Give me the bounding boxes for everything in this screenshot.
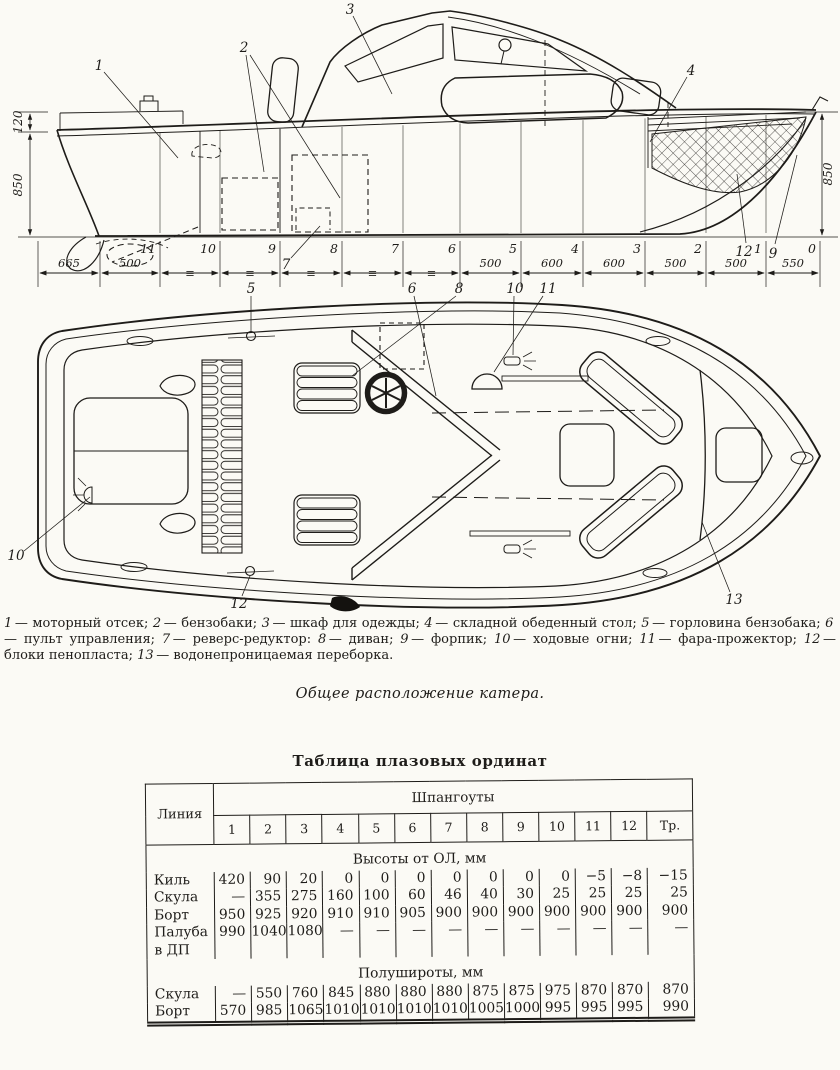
callout-12a: 12 [735,244,753,260]
section-title: Полушироты, мм [357,964,484,982]
plan-view [38,303,820,614]
roof-inner [448,17,640,94]
frame-number-cell: 3 [286,815,322,844]
frame-number-cell: 11 [575,812,611,841]
value-cell: 20 [287,871,323,889]
dimension-label: 600 [541,256,563,270]
dimension-label: ≡ [367,266,378,280]
value-cell: 275 [287,889,323,907]
legend-item-number: 1 [4,616,13,631]
row-label: Киль [153,872,191,889]
callout-10b: 10 [506,281,524,297]
station-number: 4 [571,241,579,256]
ink-blot [326,596,360,614]
deck-edge-line [64,324,772,587]
legend-item-number: 9 [400,632,409,648]
station-number: 9 [268,241,276,256]
value-cell: 0 [503,869,539,887]
row-label: Борт [154,1003,191,1021]
figure-legend: 1 — моторный отсек; 2 — бензобаки; 3 — шкаф для одежды; 4 — складной обеденный стол; 5 — горловина бензобака; 6 — пульт управления; 7 — реверс-редуктор: 8 — диван; 9 — форпик; 10 — ходовые огни; 11 — фара-прожектор; 12 — блоки пенопласта; 13 — водонепроницаемая переборка. [4,616,836,664]
fore-berth-frames [575,347,687,563]
table-wrapper [145,779,695,1027]
value-cell: −8 [611,868,647,886]
callout-13: 13 [725,592,743,608]
value-cell: 1065 [288,1003,324,1023]
dimension-label: ≡ [245,266,255,280]
callout-2: 2 [239,40,249,56]
station-number: 3 [633,241,641,256]
station-number: 8 [330,241,338,256]
row-label: Борт [154,907,190,924]
value-cell: 900 [648,902,694,920]
dimension-chain [38,241,820,287]
dimension-label: 500 [119,256,141,270]
bow-cleat [791,452,813,464]
station-number: 11 [140,241,156,256]
roof-light [499,39,511,51]
station-number: 5 [509,241,517,256]
watertight-bulkhead [700,370,705,540]
vent-teardrop-top [160,375,195,395]
table-row [147,920,694,960]
value-cell: 46 [431,887,467,905]
value-cell: 995 [613,999,649,1019]
station-number: 7 [391,241,399,256]
grab-rail [470,531,570,536]
legend-item-number: 2 [152,616,162,631]
deck-cleat [646,337,670,346]
callout-6: 6 [407,281,417,297]
legend-item-number: 7 [161,632,171,648]
vent-teardrop-bottom [160,513,195,533]
dim-850-left: 850 [11,173,25,197]
value-cell: 985 [252,1003,288,1023]
frame-number-cell: 8 [467,813,503,842]
dim-850-right: 850 [821,162,835,186]
table-row [147,999,694,1024]
foredeck-hatch [716,428,762,482]
value-cell: — [504,921,540,956]
frame-number-cell: 2 [250,815,286,844]
sofa-top [294,363,360,413]
value-cell: 910 [323,906,359,924]
callout-10a: 10 [7,548,25,564]
value-cell: — [431,922,467,957]
transom [57,130,99,236]
deck-cleat [643,569,667,578]
reverse-gear-dashed [296,208,330,230]
frame-number-cell: 4 [322,814,358,843]
value-cell: 900 [503,904,539,922]
value-cell: 870 [649,982,695,1000]
station-number: 0 [808,241,816,256]
line-column-header: Линия [145,784,214,846]
bow-flagstaff [812,97,828,110]
hull-outline-inner [46,311,806,599]
legend-item-number: 6 [825,616,834,631]
value-cell: 0 [359,871,395,889]
callout-1: 1 [94,58,104,74]
value-cell: — [215,986,251,1004]
value-cell: 900 [467,904,503,922]
dimension-label: ≡ [426,266,437,280]
value-cell: 355 [251,889,287,907]
frame-number-cell: 1 [214,815,250,844]
value-cell: — [612,920,648,955]
value-cell: 1010 [396,1001,432,1021]
value-cell: 1010 [360,1002,396,1022]
value-cell: 1010 [432,1001,468,1021]
frame-number-cell: 6 [394,814,430,843]
value-cell: 60 [395,888,431,906]
callout-12b: 12 [230,596,248,612]
dimension-label: 500 [664,256,687,270]
dimension-label: ≡ [185,266,195,280]
legend-item-number: 10 [494,632,511,648]
sheer-line [57,109,816,130]
value-cell: 870 [576,982,612,1000]
station-number: 10 [200,241,216,256]
row-label: Скула [154,986,200,1003]
value-cell: 420 [214,872,250,890]
fuel-tank-dashed [222,178,278,230]
frame-number-cell: 7 [430,813,466,842]
value-cell: 570 [216,1003,252,1023]
value-cell: 900 [576,903,612,921]
value-cell: 30 [503,887,539,905]
value-cell: 25 [539,886,575,904]
cabin-front-pane [452,27,586,71]
dim-120: 120 [11,110,25,134]
value-cell: 880 [396,984,432,1002]
value-cell: 995 [541,1000,577,1020]
value-cell: 100 [359,888,395,906]
value-cell: −5 [575,868,611,886]
value-cell: 0 [467,870,503,888]
control-console-dashed [380,323,424,369]
stern-cleat [140,96,158,111]
foam-blocks-hatched [652,117,806,193]
value-cell: 900 [612,903,648,921]
value-cell: 990 [215,924,251,959]
frame-number-cell: 5 [358,814,394,843]
windshield-plan [352,330,500,580]
dimension-label: 550 [782,256,804,270]
dimension-label: 500 [479,256,502,270]
hull-outline-outer [38,303,820,608]
dimension-label: 500 [725,256,747,270]
side-view [18,11,838,271]
value-cell: 1080 [287,923,323,958]
value-cell: 990 [649,999,695,1019]
value-cell: 900 [540,904,576,922]
legend-item-number: 5 [641,616,650,631]
value-cell: 1040 [251,924,287,959]
value-cell: — [648,920,694,955]
dimension-label: 665 [58,256,80,270]
callout-7: 7 [281,257,291,273]
nav-light-fore-top [504,352,536,370]
dimension-label: ≡ [306,266,316,280]
value-cell: 0 [431,870,467,888]
dimension-label: 600 [603,256,625,270]
callout-8: 8 [454,281,464,297]
legend-item-number: 12 [803,632,821,648]
value-cell: — [359,923,395,958]
ordinates-table [145,779,695,1027]
cabin-outline [302,11,676,127]
legend-item-number: 3 [261,616,270,631]
searchlight [472,374,588,389]
value-cell: — [214,889,250,907]
value-cell: 0 [323,871,359,889]
station-number: 6 [448,241,456,256]
value-cell: 920 [287,906,323,924]
frame-number-cell: 12 [611,812,647,841]
value-cell: — [468,922,504,957]
table-title: Таблица плазовых ординат [292,752,548,771]
station-number: 2 [694,241,702,256]
value-cell: — [395,922,431,957]
value-cell: 25 [612,886,648,904]
section-title: Высоты от ОЛ, мм [352,850,487,868]
legend-item-number: 4 [424,616,433,631]
value-cell: 875 [504,983,540,1001]
frame-number-cell: 10 [539,812,575,841]
value-cell: — [323,923,359,958]
value-cell: 25 [576,886,612,904]
value-cell: 880 [432,984,468,1002]
value-cell: 25 [648,885,694,903]
legend-item-number: 13 [137,648,154,664]
station-number: 1 [754,241,762,256]
legend-item-number: 8 [317,632,327,648]
windshield-pane [345,24,443,82]
value-cell: 845 [324,985,360,1003]
legend-item-number: 11 [639,632,656,648]
value-cell: −15 [648,868,694,886]
callout-9: 9 [768,246,778,262]
callout-3: 3 [345,2,355,18]
value-cell: 950 [215,907,251,925]
vent-dashed [192,144,221,158]
value-cell: — [576,921,612,956]
value-cell: 1010 [324,1002,360,1022]
nav-light-fore-bottom [504,540,536,558]
value-cell: 910 [359,905,395,923]
sofa-bottom [294,495,360,545]
value-cell: 760 [288,985,324,1003]
value-cell: — [540,921,576,956]
value-cell: 90 [250,872,286,890]
value-cell: 1005 [468,1001,504,1021]
value-cell: 1000 [504,1000,540,1020]
slatted-cover [202,360,242,553]
value-cell: 0 [539,869,575,887]
frame-number-cell: Тр. [647,811,693,840]
folding-table-plan [560,424,614,486]
figure-caption: Общее расположение катера. [295,686,545,703]
frame-number-cell: 9 [503,813,539,842]
value-cell: 870 [613,982,649,1000]
frames-header: Шпангоуты [213,779,692,816]
value-cell: 880 [360,984,396,1002]
row-label: Скула [153,889,199,907]
ordinates-table-body [146,840,695,1024]
value-cell: 900 [431,905,467,923]
callout-4: 4 [686,63,696,79]
value-cell: 995 [577,1000,613,1020]
value-cell: 160 [323,888,359,906]
value-cell: 905 [395,905,431,923]
callout-5: 5 [246,281,256,297]
row-label: Палуба в ДП [154,924,209,959]
value-cell: 925 [251,906,287,924]
value-cell: 0 [395,870,431,888]
value-cell: 550 [251,985,287,1003]
value-cell: 875 [468,983,504,1001]
fuel-filler-bottom [246,567,255,576]
callout-11: 11 [539,281,557,297]
value-cell: 975 [540,983,576,1001]
value-cell: 40 [467,887,503,905]
